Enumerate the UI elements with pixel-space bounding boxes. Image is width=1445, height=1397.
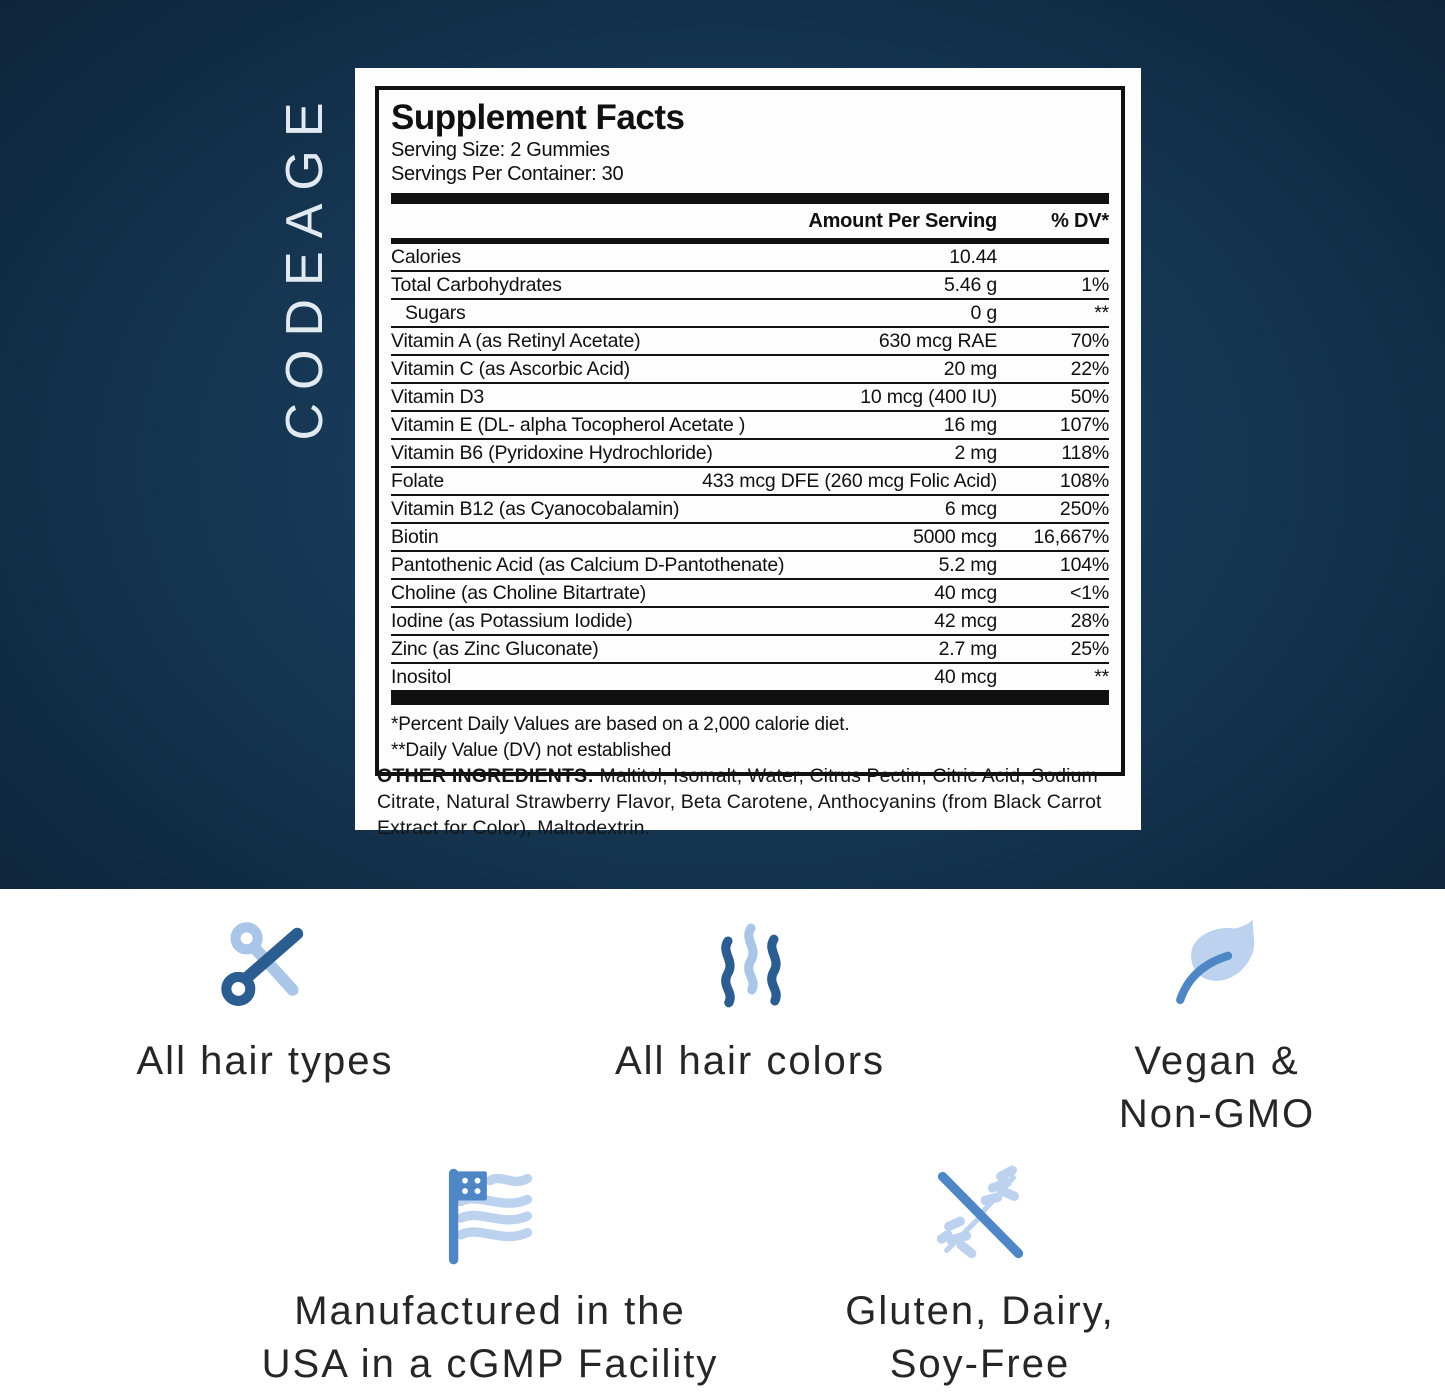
table-row [391,328,1109,356]
header-percent-dv: % DV* [1051,209,1109,232]
waves-icon [704,919,796,1011]
nutrient-dv: 70% [1070,329,1109,352]
nutrient-amount: 40 mcg [934,665,997,688]
nutrient-dv: 1% [1081,273,1109,296]
nutrient-amount: 5.46 g [943,273,997,296]
nutrient-name: Inositol [391,665,452,688]
badge-label: Manufactured in the USA in a cGMP Facility [261,1289,719,1386]
nutrient-name: Sugars [405,301,466,324]
nutrient-amount: 20 mg [943,357,997,380]
nutrient-name: Vitamin D3 [391,385,485,408]
scissors-icon [219,919,311,1011]
badge-label: Vegan & Non-GMO [1118,1039,1316,1136]
nutrient-amount: 433 mcg DFE (260 mcg Folic Acid) [702,469,997,492]
supplement-facts-panel [355,68,1141,839]
nutrient-name: Vitamin B12 (as Cyanocobalamin) [391,497,680,520]
servings-per-container: Servings Per Container: 30 [391,163,624,185]
badge-vegan-non-gmo [997,919,1437,1141]
header-amount-per-serving: Amount Per Serving [808,209,997,232]
table-row [391,468,1109,496]
nutrient-name: Zinc (as Zinc Gluconate) [391,637,599,660]
table-row [391,580,1109,608]
supplement-facts-box [375,86,1125,776]
supplement-facts-title: Supplement Facts [391,98,685,137]
table-row [391,496,1109,524]
nutrient-name: Vitamin A (as Retinyl Acetate) [391,329,641,352]
other-ingredients-text: Maltitol, Isomalt, Water, Citrus Pectin, Citric Acid, Sodium Citrate, Natural Strawberry Flavor, Beta Carotene, Anthocyanins (from Black Carrot Extract for Color), Maltodextrin. [377,765,1102,839]
nutrient-dv: 25% [1070,637,1109,660]
nutrient-amount: 10 mcg (400 IU) [860,385,997,408]
table-row [391,244,1109,272]
nutrient-amount: 10.44 [949,245,997,268]
other-ingredients [377,763,1129,841]
nutrient-amount: 42 mcg [934,609,997,632]
nutrient-amount: 5.2 mg [938,553,997,576]
nutrient-amount: 16 mg [943,413,997,436]
table-row [391,300,1109,328]
facts-rows [391,244,1109,690]
nutrient-dv: ** [1094,301,1109,324]
flag-icon [438,1163,542,1267]
table-row [391,272,1109,300]
divider-heavy [391,690,1109,705]
nutrient-dv: 107% [1059,413,1109,436]
nutrient-amount: 630 mcg RAE [878,329,997,352]
badge-gluten-dairy-soy-free [670,1163,1290,1391]
badge-all-hair-colors [530,919,970,1088]
footnote-dv-not-established: **Daily Value (DV) not established [391,740,672,761]
nutrient-name: Total Carbohydrates [391,273,562,296]
nutrient-name: Vitamin E (DL- alpha Tocopherol Acetate ) [391,413,746,436]
nutrient-dv: 50% [1070,385,1109,408]
nutrient-dv: 118% [1061,441,1109,464]
nutrient-amount: 0 g [970,301,997,324]
table-row [391,636,1109,664]
nutrient-name: Pantothenic Acid (as Calcium D-Pantothenate) [391,553,785,576]
nutrient-dv: 250% [1059,497,1109,520]
wheat-crossed-icon [928,1163,1032,1267]
nutrient-dv: 104% [1059,553,1109,576]
nutrient-name: Biotin [391,525,439,548]
badge-all-hair-types [45,919,485,1088]
nutrient-name: Choline (as Choline Bitartrate) [391,581,647,604]
nutrient-name: Iodine (as Potassium Iodide) [391,609,633,632]
divider-thick [391,193,1109,204]
table-row [391,356,1109,384]
nutrient-dv: ** [1094,665,1109,688]
nutrient-name: Vitamin B6 (Pyridoxine Hydrochloride) [391,441,713,464]
nutrient-name: Vitamin C (as Ascorbic Acid) [391,357,630,380]
nutrient-name: Calories [391,245,461,268]
nutrient-amount: 5000 mcg [912,525,997,548]
nutrient-dv: 108% [1059,469,1109,492]
footnotes [391,705,1109,764]
feature-badges-section [0,889,1445,1397]
badge-label: Gluten, Dairy, Soy-Free [845,1289,1115,1386]
table-row [391,664,1109,690]
table-row [391,440,1109,468]
leaf-icon [1171,919,1263,1011]
nutrient-amount: 2 mg [954,441,997,464]
table-header [391,204,1109,238]
nutrient-dv: <1% [1070,581,1109,604]
table-row [391,608,1109,636]
other-ingredients-label: OTHER INGREDIENTS: [377,765,595,787]
table-row [391,524,1109,552]
nutrient-dv: 16,667% [1033,525,1109,548]
brand-vertical-text: CODEAGE [276,89,334,441]
nutrient-dv: 28% [1070,609,1109,632]
nutrient-amount: 6 mcg [944,497,997,520]
badge-label: All hair colors [614,1039,886,1083]
table-row [391,412,1109,440]
footnote-daily-values: *Percent Daily Values are based on a 2,000 calorie diet. [391,714,850,735]
badge-label: All hair types [136,1039,394,1083]
table-row [391,384,1109,412]
table-row [391,552,1109,580]
nutrient-name: Folate [391,469,444,492]
nutrient-dv: 22% [1070,357,1109,380]
serving-size: Serving Size: 2 Gummies [391,139,610,161]
nutrient-amount: 2.7 mg [938,637,997,660]
nutrient-amount: 40 mcg [934,581,997,604]
